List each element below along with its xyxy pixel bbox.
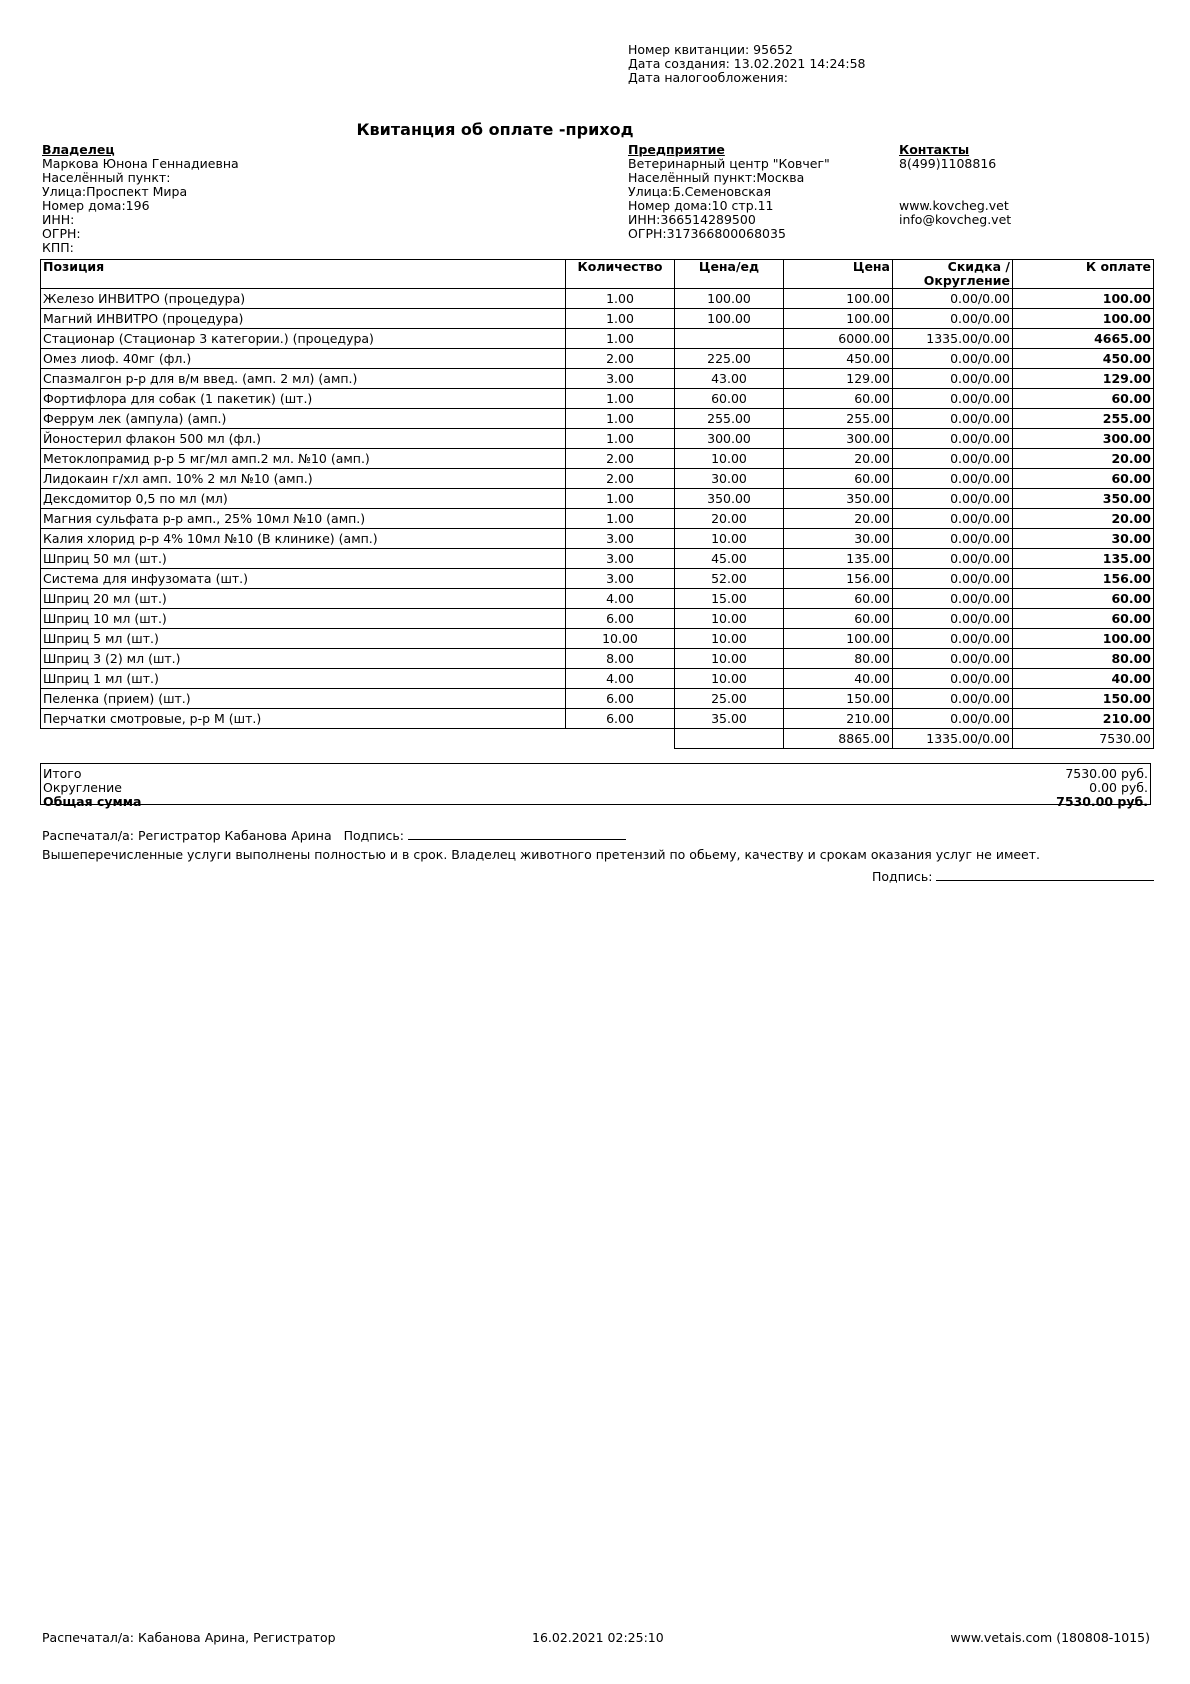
- cell-position: Система для инфузомата (шт.): [41, 569, 566, 589]
- owner-block: [42, 143, 239, 255]
- cell-to-pay: 450.00: [1013, 349, 1154, 369]
- cell-position: Шприц 10 мл (шт.): [41, 609, 566, 629]
- cell-to-pay: 210.00: [1013, 709, 1154, 729]
- owner-line: Улица:Проспект Мира: [42, 184, 188, 199]
- table-row: [41, 409, 1154, 429]
- cell-quantity: 1.00: [566, 409, 675, 429]
- table-row: [41, 369, 1154, 389]
- table-row: [41, 449, 1154, 469]
- signature-line: [408, 827, 626, 840]
- cell-to-pay: 4665.00: [1013, 329, 1154, 349]
- cell-unit-price: 225.00: [675, 349, 784, 369]
- cell-discount: 0.00/0.00: [893, 649, 1013, 669]
- cell-unit-price: 20.00: [675, 509, 784, 529]
- company-line: ОГРН:317366800068035: [628, 226, 786, 241]
- col-header-quantity: Количество: [566, 260, 675, 289]
- owner-header: Владелец: [42, 142, 115, 157]
- cell-to-pay: 100.00: [1013, 289, 1154, 309]
- summary-rounding-label: Округление: [43, 780, 122, 795]
- cell-position: Перчатки смотровые, р-р M (шт.): [41, 709, 566, 729]
- company-line: Ветеринарный центр "Ковчег": [628, 156, 830, 171]
- cell-price: 80.00: [784, 649, 893, 669]
- cell-unit-price: [675, 329, 784, 349]
- cell-discount: 0.00/0.00: [893, 409, 1013, 429]
- cell-price: 100.00: [784, 289, 893, 309]
- cell-price: 20.00: [784, 449, 893, 469]
- cell-discount: 0.00/0.00: [893, 309, 1013, 329]
- printed-by: Распечатал/а: Регистратор Кабанова Арина: [42, 828, 332, 843]
- cell-discount: 0.00/0.00: [893, 689, 1013, 709]
- summary-grand-value: 7530.00 руб.: [1056, 794, 1148, 809]
- table-row: [41, 609, 1154, 629]
- cell-discount: 0.00/0.00: [893, 549, 1013, 569]
- cell-to-pay: 20.00: [1013, 449, 1154, 469]
- cell-to-pay: 100.00: [1013, 309, 1154, 329]
- cell-unit-price: 15.00: [675, 589, 784, 609]
- cell-quantity: 1.00: [566, 429, 675, 449]
- cell-unit-price: 45.00: [675, 549, 784, 569]
- table-row: [41, 709, 1154, 729]
- cell-to-pay: 40.00: [1013, 669, 1154, 689]
- totals-empty-cell: [675, 729, 784, 749]
- cell-price: 6000.00: [784, 329, 893, 349]
- cell-quantity: 4.00: [566, 589, 675, 609]
- cell-discount: 0.00/0.00: [893, 469, 1013, 489]
- cell-position: Лидокаин г/хл амп. 10% 2 мл №10 (амп.): [41, 469, 566, 489]
- cell-discount: 0.00/0.00: [893, 429, 1013, 449]
- table-row: [41, 309, 1154, 329]
- company-block: [628, 143, 830, 241]
- cell-to-pay: 60.00: [1013, 469, 1154, 489]
- table-row: [41, 469, 1154, 489]
- company-line: Населённый пункт:Москва: [628, 170, 805, 185]
- contacts-website: www.kovcheg.vet: [899, 198, 1009, 213]
- cell-position: Стационар (Стационар 3 категории.) (процедура): [41, 329, 566, 349]
- cell-unit-price: 10.00: [675, 629, 784, 649]
- signature-label: Подпись:: [343, 828, 404, 843]
- cell-position: Метоклопрамид р-р 5 мг/мл амп.2 мл. №10 (амп.): [41, 449, 566, 469]
- totals-to-pay: 7530.00: [1013, 729, 1154, 749]
- cell-price: 150.00: [784, 689, 893, 709]
- cell-position: Шприц 1 мл (шт.): [41, 669, 566, 689]
- cell-discount: 1335.00/0.00: [893, 329, 1013, 349]
- cell-quantity: 6.00: [566, 609, 675, 629]
- summary-box: [40, 763, 1151, 809]
- cell-discount: 0.00/0.00: [893, 569, 1013, 589]
- cell-price: 300.00: [784, 429, 893, 449]
- cell-quantity: 3.00: [566, 529, 675, 549]
- owner-line: Населённый пункт:: [42, 170, 171, 185]
- table-row: [41, 529, 1154, 549]
- cell-unit-price: 10.00: [675, 449, 784, 469]
- owner-signature: [872, 868, 1154, 884]
- receipt-meta: [628, 43, 866, 85]
- cell-discount: 0.00/0.00: [893, 609, 1013, 629]
- totals-blank: [41, 729, 566, 749]
- owner-line: КПП:: [42, 240, 74, 255]
- signature2-line: [936, 868, 1154, 881]
- cell-to-pay: 80.00: [1013, 649, 1154, 669]
- discount-header-line1: Скидка /: [947, 259, 1010, 274]
- col-header-position: Позиция: [41, 260, 566, 289]
- owner-line: Маркова Юнона Геннадиевна: [42, 156, 239, 171]
- table-row: [41, 329, 1154, 349]
- cell-to-pay: 255.00: [1013, 409, 1154, 429]
- cell-unit-price: 300.00: [675, 429, 784, 449]
- receipt-number: Номер квитанции: 95652: [628, 42, 793, 57]
- table-totals-row: [41, 729, 1154, 749]
- cell-quantity: 1.00: [566, 289, 675, 309]
- cell-quantity: 1.00: [566, 489, 675, 509]
- cell-to-pay: 20.00: [1013, 509, 1154, 529]
- cell-quantity: 10.00: [566, 629, 675, 649]
- cell-quantity: 1.00: [566, 389, 675, 409]
- summary-rounding-row: [43, 781, 1148, 795]
- creation-date: Дата создания: 13.02.2021 14:24:58: [628, 56, 866, 71]
- table-row: [41, 349, 1154, 369]
- col-header-to-pay: К оплате: [1013, 260, 1154, 289]
- table-row: [41, 669, 1154, 689]
- cell-price: 60.00: [784, 609, 893, 629]
- cell-discount: 0.00/0.00: [893, 529, 1013, 549]
- summary-grand-label: Общая сумма: [43, 794, 142, 809]
- cell-quantity: 2.00: [566, 449, 675, 469]
- cell-price: 350.00: [784, 489, 893, 509]
- cell-quantity: 2.00: [566, 349, 675, 369]
- cell-unit-price: 52.00: [675, 569, 784, 589]
- printed-by-line: [42, 827, 626, 843]
- summary-grand-row: [43, 795, 1148, 809]
- items-body: [41, 289, 1154, 729]
- cell-unit-price: 60.00: [675, 389, 784, 409]
- cell-unit-price: 100.00: [675, 289, 784, 309]
- col-header-price: Цена: [784, 260, 893, 289]
- table-row: [41, 649, 1154, 669]
- totals-price: 8865.00: [784, 729, 893, 749]
- cell-unit-price: 10.00: [675, 529, 784, 549]
- col-header-unit-price: Цена/ед: [675, 260, 784, 289]
- cell-discount: 0.00/0.00: [893, 289, 1013, 309]
- table-row: [41, 589, 1154, 609]
- cell-position: Феррум лек (ампула) (амп.): [41, 409, 566, 429]
- cell-unit-price: 43.00: [675, 369, 784, 389]
- summary-total-value: 7530.00 руб.: [1065, 766, 1148, 781]
- cell-to-pay: 100.00: [1013, 629, 1154, 649]
- cell-to-pay: 60.00: [1013, 609, 1154, 629]
- cell-position: Калия хлорид р-р 4% 10мл №10 (В клинике) (амп.): [41, 529, 566, 549]
- contacts-header: Контакты: [899, 142, 970, 157]
- contacts-email: info@kovcheg.vet: [899, 212, 1012, 227]
- table-row: [41, 569, 1154, 589]
- footer-site: www.vetais.com (180808-1015): [950, 1630, 1150, 1645]
- cell-price: 156.00: [784, 569, 893, 589]
- cell-quantity: 6.00: [566, 689, 675, 709]
- contacts-line: [899, 171, 1011, 185]
- cell-position: Дексдомитор 0,5 по мл (мл): [41, 489, 566, 509]
- contacts-phone: 8(499)1108816: [899, 156, 997, 171]
- cell-discount: 0.00/0.00: [893, 669, 1013, 689]
- cell-position: Железо ИНВИТРО (процедура): [41, 289, 566, 309]
- cell-price: 60.00: [784, 589, 893, 609]
- cell-position: Шприц 20 мл (шт.): [41, 589, 566, 609]
- cell-discount: 0.00/0.00: [893, 709, 1013, 729]
- table-row: [41, 289, 1154, 309]
- cell-position: Магний ИНВИТРО (процедура): [41, 309, 566, 329]
- table-row: [41, 629, 1154, 649]
- cell-price: 30.00: [784, 529, 893, 549]
- col-header-discount: [893, 260, 1013, 289]
- cell-price: 255.00: [784, 409, 893, 429]
- cell-discount: 0.00/0.00: [893, 349, 1013, 369]
- cell-price: 100.00: [784, 629, 893, 649]
- cell-unit-price: 10.00: [675, 609, 784, 629]
- table-row: [41, 509, 1154, 529]
- cell-to-pay: 135.00: [1013, 549, 1154, 569]
- cell-discount: 0.00/0.00: [893, 369, 1013, 389]
- contacts-block: [899, 143, 1011, 227]
- service-notice: Вышеперечисленные услуги выполнены полностью и в срок. Владелец животного претензий по обьему, качеству и срокам оказания услуг не имеет.: [42, 847, 1041, 862]
- cell-price: 60.00: [784, 469, 893, 489]
- cell-quantity: 3.00: [566, 569, 675, 589]
- cell-to-pay: 60.00: [1013, 389, 1154, 409]
- cell-price: 100.00: [784, 309, 893, 329]
- cell-quantity: 6.00: [566, 709, 675, 729]
- footer-datetime: 16.02.2021 02:25:10: [532, 1630, 664, 1645]
- cell-quantity: 4.00: [566, 669, 675, 689]
- cell-price: 40.00: [784, 669, 893, 689]
- cell-unit-price: 10.00: [675, 669, 784, 689]
- company-line: Номер дома:10 стр.11: [628, 198, 774, 213]
- cell-unit-price: 100.00: [675, 309, 784, 329]
- cell-quantity: 8.00: [566, 649, 675, 669]
- cell-position: Пеленка (прием) (шт.): [41, 689, 566, 709]
- signature2-label: Подпись:: [872, 869, 933, 884]
- cell-quantity: 2.00: [566, 469, 675, 489]
- table-header-row: [41, 260, 1154, 289]
- cell-quantity: 1.00: [566, 509, 675, 529]
- cell-position: Шприц 50 мл (шт.): [41, 549, 566, 569]
- cell-position: Йоностерил флакон 500 мл (фл.): [41, 429, 566, 449]
- table-row: [41, 389, 1154, 409]
- cell-discount: 0.00/0.00: [893, 449, 1013, 469]
- cell-to-pay: 156.00: [1013, 569, 1154, 589]
- cell-position: Фортифлора для собак (1 пакетик) (шт.): [41, 389, 566, 409]
- cell-to-pay: 129.00: [1013, 369, 1154, 389]
- cell-price: 129.00: [784, 369, 893, 389]
- tax-date: Дата налогообложения:: [628, 70, 788, 85]
- cell-position: Шприц 3 (2) мл (шт.): [41, 649, 566, 669]
- cell-price: 135.00: [784, 549, 893, 569]
- cell-unit-price: 35.00: [675, 709, 784, 729]
- cell-unit-price: 30.00: [675, 469, 784, 489]
- cell-unit-price: 10.00: [675, 649, 784, 669]
- contacts-line: [899, 185, 1011, 199]
- discount-header-line2: Округление: [923, 273, 1010, 288]
- document-title: Квитанция об оплате -приход: [356, 120, 634, 139]
- cell-quantity: 3.00: [566, 549, 675, 569]
- summary-total-label: Итого: [43, 766, 82, 781]
- cell-price: 450.00: [784, 349, 893, 369]
- cell-discount: 0.00/0.00: [893, 389, 1013, 409]
- cell-position: Шприц 5 мл (шт.): [41, 629, 566, 649]
- cell-price: 20.00: [784, 509, 893, 529]
- summary-rounding-value: 0.00 руб.: [1089, 780, 1148, 795]
- totals-discount: 1335.00/0.00: [893, 729, 1013, 749]
- cell-position: Омез лиоф. 40мг (фл.): [41, 349, 566, 369]
- cell-discount: 0.00/0.00: [893, 629, 1013, 649]
- company-line: Улица:Б.Семеновская: [628, 184, 771, 199]
- cell-unit-price: 350.00: [675, 489, 784, 509]
- cell-price: 210.00: [784, 709, 893, 729]
- cell-unit-price: 25.00: [675, 689, 784, 709]
- cell-to-pay: 60.00: [1013, 589, 1154, 609]
- table-row: [41, 549, 1154, 569]
- company-header: Предприятие: [628, 142, 725, 157]
- cell-quantity: 1.00: [566, 309, 675, 329]
- cell-to-pay: 150.00: [1013, 689, 1154, 709]
- cell-to-pay: 350.00: [1013, 489, 1154, 509]
- table-row: [41, 489, 1154, 509]
- owner-line: Номер дома:196: [42, 198, 150, 213]
- summary-total-row: [43, 767, 1148, 781]
- footer-printed-by: Распечатал/а: Кабанова Арина, Регистратор: [42, 1630, 336, 1645]
- cell-quantity: 1.00: [566, 329, 675, 349]
- cell-price: 60.00: [784, 389, 893, 409]
- cell-discount: 0.00/0.00: [893, 509, 1013, 529]
- cell-unit-price: 255.00: [675, 409, 784, 429]
- owner-line: ОГРН:: [42, 226, 81, 241]
- table-row: [41, 689, 1154, 709]
- cell-to-pay: 300.00: [1013, 429, 1154, 449]
- table-row: [41, 429, 1154, 449]
- cell-position: Магния сульфата р-р амп., 25% 10мл №10 (амп.): [41, 509, 566, 529]
- cell-position: Спазмалгон р-р для в/м введ. (амп. 2 мл) (амп.): [41, 369, 566, 389]
- totals-blank: [566, 729, 675, 749]
- cell-to-pay: 30.00: [1013, 529, 1154, 549]
- cell-discount: 0.00/0.00: [893, 489, 1013, 509]
- owner-line: ИНН:: [42, 212, 75, 227]
- items-table: [40, 259, 1154, 749]
- cell-discount: 0.00/0.00: [893, 589, 1013, 609]
- cell-quantity: 3.00: [566, 369, 675, 389]
- company-line: ИНН:366514289500: [628, 212, 756, 227]
